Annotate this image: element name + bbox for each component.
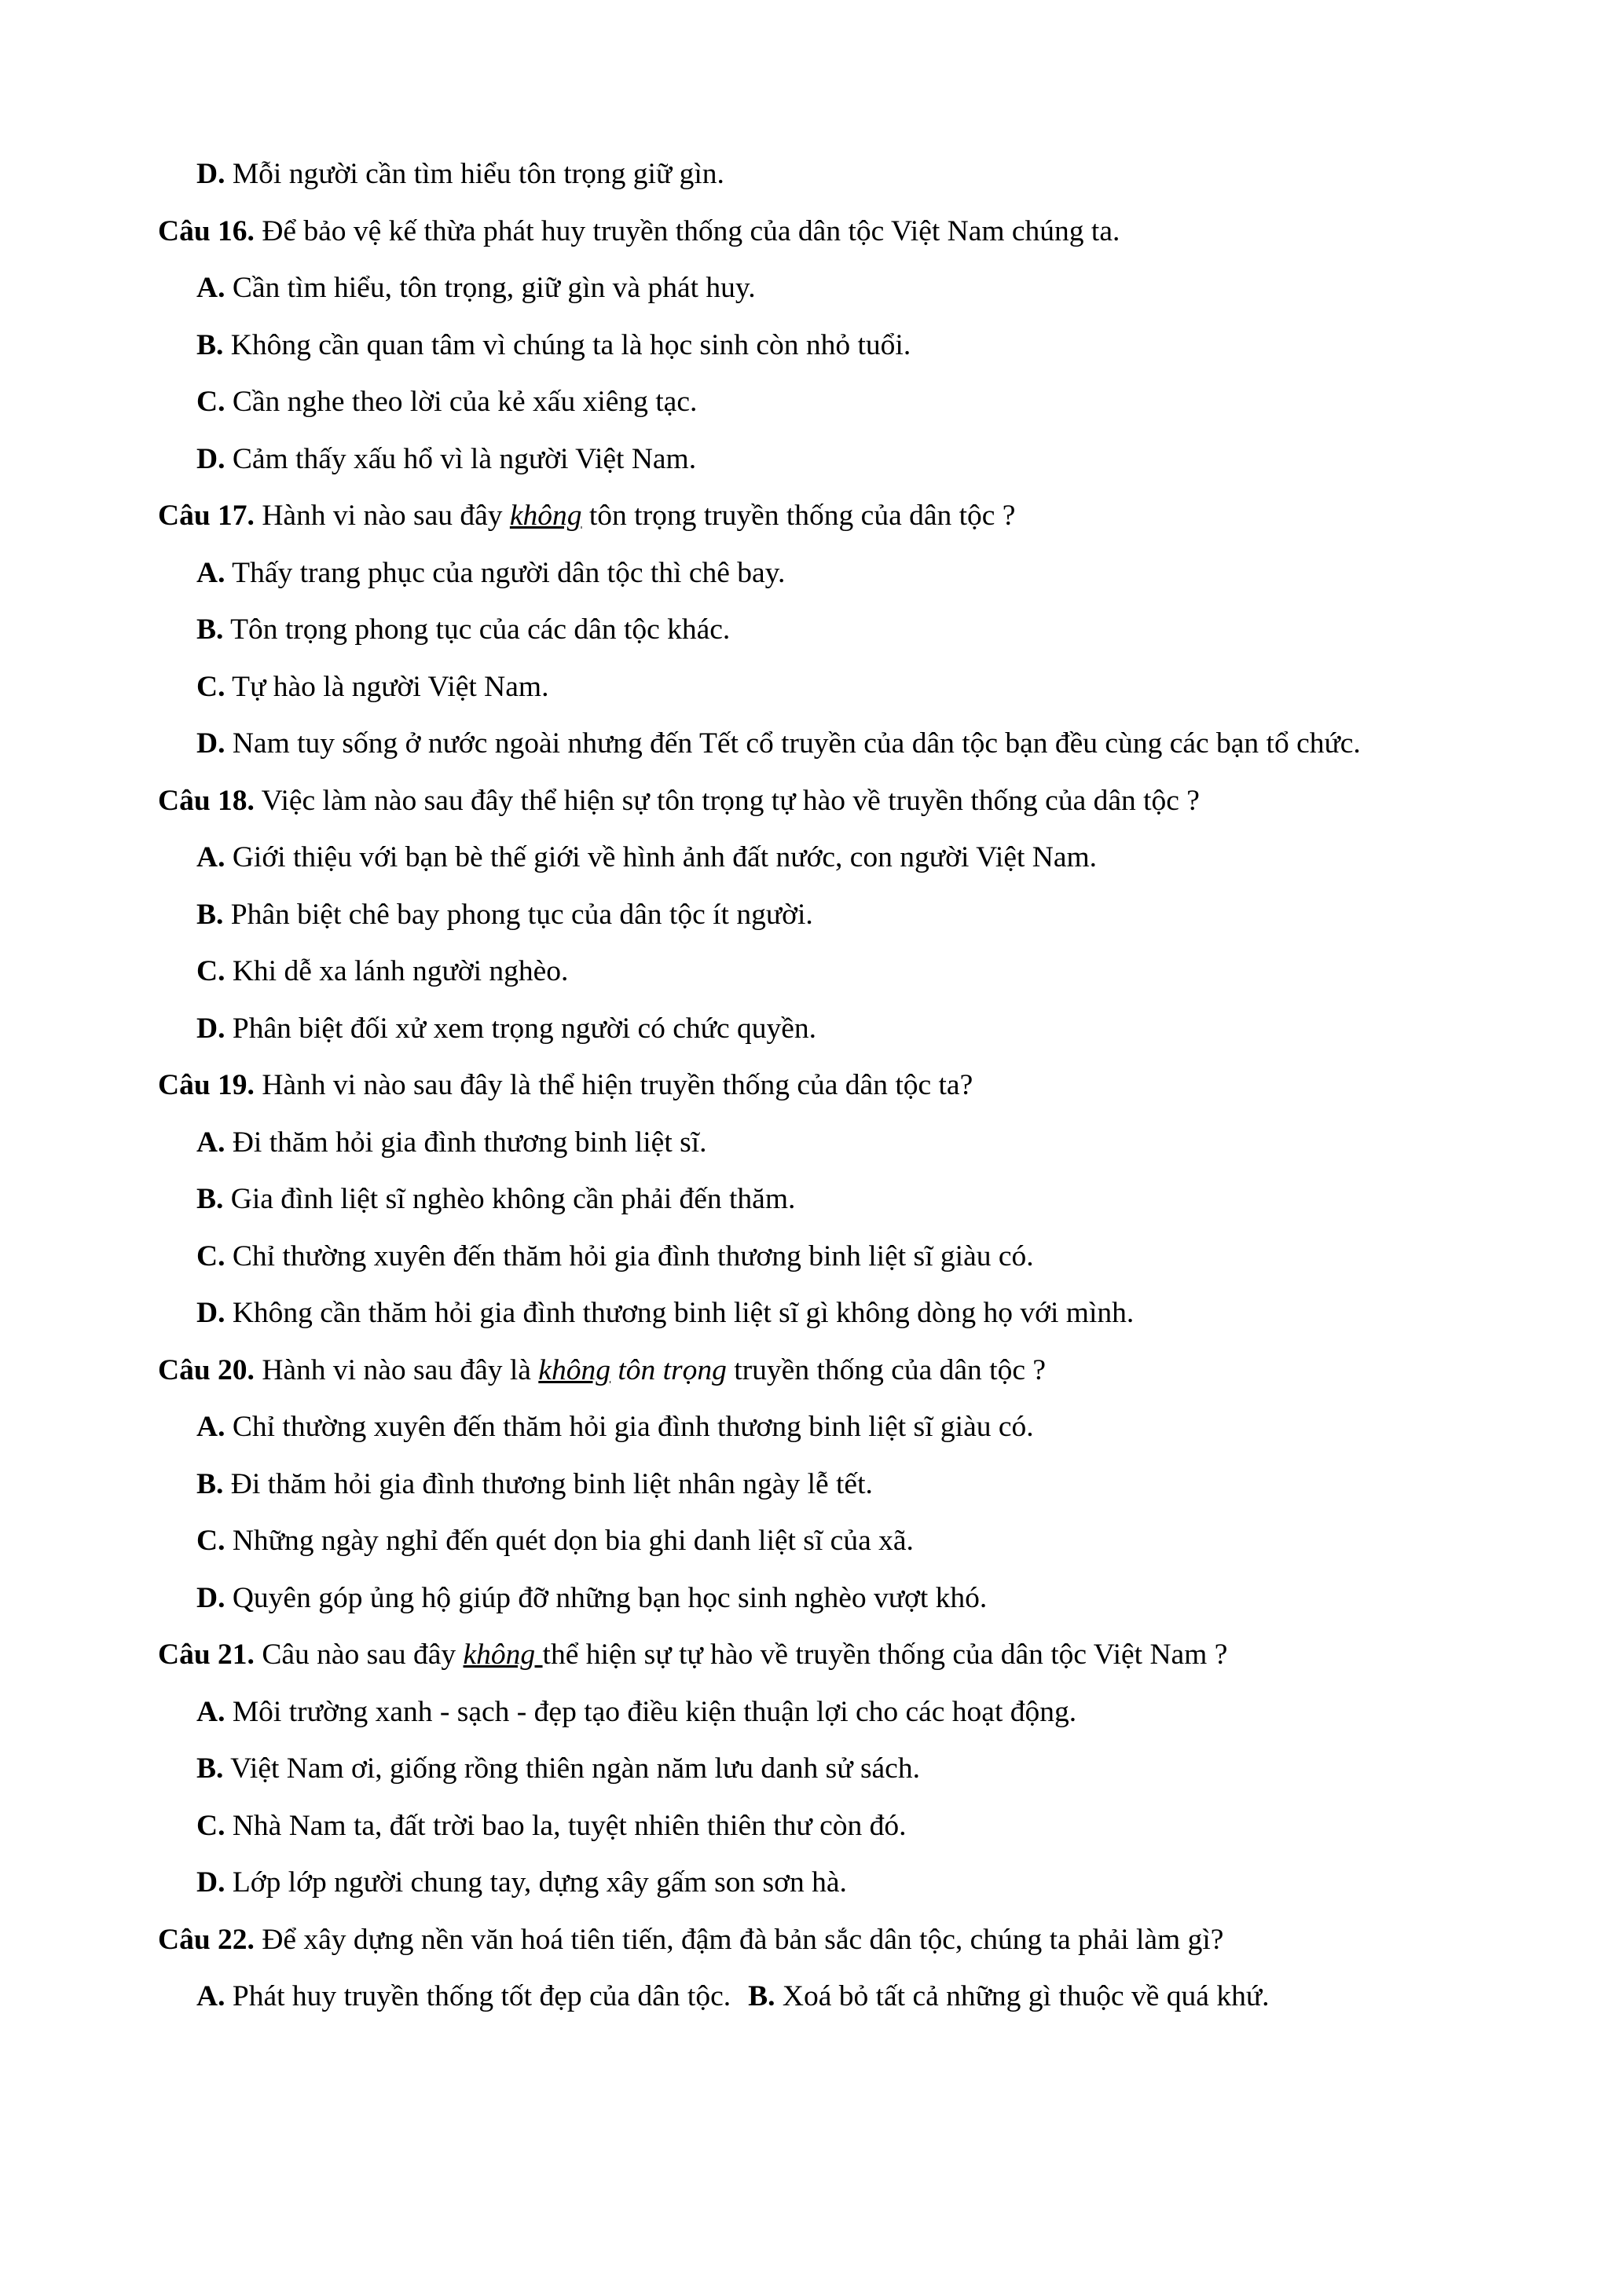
- option-label: D.: [196, 1581, 225, 1614]
- q19-stem: [158, 1057, 1481, 1115]
- option-label: B.: [196, 1467, 224, 1500]
- q22-options-ab: [158, 1968, 1481, 2026]
- question-text: Để bảo vệ kế thừa phát huy truyền thống của dân tộc Việt Nam chúng ta.: [254, 214, 1120, 247]
- q19-option-a: [158, 1115, 1481, 1172]
- option-text: Quyên góp ủng hộ giúp đỡ những bạn học sinh nghèo vượt khó.: [225, 1581, 988, 1614]
- question-text: Việc làm nào sau đây thể hiện sự tôn trọng tự hào về truyền thống của dân tộc ?: [254, 784, 1200, 817]
- option-label: A.: [196, 1126, 225, 1159]
- document-page: [158, 146, 1481, 2026]
- question-label: Câu 20.: [158, 1353, 255, 1386]
- q19-option-b: [158, 1171, 1481, 1229]
- q16-option-d: [158, 431, 1481, 489]
- option-label: D.: [196, 727, 225, 760]
- question-text: Hành vi nào sau đây là thể hiện truyền thống của dân tộc ta?: [254, 1069, 973, 1101]
- option-label: A.: [196, 1695, 225, 1728]
- option-label: B.: [748, 1980, 775, 2012]
- option-label: C.: [196, 1525, 225, 1557]
- option-text: Môi trường xanh - sạch - đẹp tạo điều kiện thuận lợi cho các hoạt động.: [225, 1695, 1077, 1728]
- q18-option-c: [158, 943, 1481, 1001]
- question-text: truyền thống của dân tộc ?: [726, 1353, 1047, 1386]
- option-label: C.: [196, 1240, 225, 1273]
- q16-option-a: [158, 260, 1481, 317]
- option-text: Chỉ thường xuyên đến thăm hỏi gia đình thương binh liệt sĩ giàu có.: [225, 1411, 1034, 1443]
- q17-option-c: [158, 659, 1481, 716]
- q20-option-c: [158, 1513, 1481, 1570]
- q20-option-a: [158, 1399, 1481, 1456]
- q15-option-d: [158, 146, 1481, 203]
- option-label: D.: [196, 442, 225, 475]
- question-label: Câu 22.: [158, 1923, 255, 1956]
- option-text: Xoá bỏ tất cả những gì thuộc về quá khứ.: [775, 1980, 1270, 2012]
- option-text: Cần tìm hiểu, tôn trọng, giữ gìn và phát huy.: [225, 272, 756, 304]
- q17-stem: [158, 488, 1481, 545]
- option-text: Gia đình liệt sĩ nghèo không cần phải đến thăm.: [223, 1183, 796, 1215]
- option-label: D.: [196, 1866, 225, 1899]
- question-label: Câu 16.: [158, 214, 255, 247]
- q18-stem: [158, 773, 1481, 830]
- question-text: Hành vi nào sau đây là: [254, 1353, 539, 1386]
- q22-stem: [158, 1912, 1481, 1969]
- question-label: Câu 19.: [158, 1069, 255, 1101]
- option-text: Phát huy truyền thống tốt đẹp của dân tộc.: [225, 1980, 731, 2012]
- option-label: A.: [196, 1411, 225, 1443]
- q18-option-b: [158, 887, 1481, 944]
- emphasis-text: không: [509, 500, 582, 532]
- option-text: Mỗi người cần tìm hiểu tôn trọng giữ gìn.: [225, 158, 724, 190]
- option-text: Lớp lớp người chung tay, dựng xây gấm son sơn hà.: [225, 1866, 847, 1899]
- q19-option-d: [158, 1285, 1481, 1342]
- option-label: A.: [196, 1980, 225, 2012]
- emphasis-text: không: [463, 1639, 543, 1671]
- option-text: Thấy trang phục của người dân tộc thì chê bay.: [225, 556, 786, 589]
- q18-option-d: [158, 1001, 1481, 1058]
- option-label: A.: [196, 556, 225, 589]
- q19-option-c: [158, 1229, 1481, 1286]
- emphasis-text: không: [538, 1353, 610, 1386]
- option-text: Cần nghe theo lời của kẻ xấu xiêng tạc.: [225, 386, 698, 418]
- q18-option-a: [158, 829, 1481, 887]
- question-label: Câu 17.: [158, 500, 255, 532]
- option-label: C.: [196, 955, 225, 987]
- option-text: Những ngày nghỉ đến quét dọn bia ghi danh liệt sĩ của xã.: [225, 1525, 914, 1557]
- q16-option-b: [158, 317, 1481, 375]
- option-text: Đi thăm hỏi gia đình thương binh liệt sĩ.: [225, 1126, 707, 1159]
- q16-option-c: [158, 374, 1481, 431]
- q21-option-c: [158, 1798, 1481, 1855]
- option-label: C.: [196, 1809, 225, 1842]
- question-text: Câu nào sau đây: [254, 1639, 464, 1671]
- option-label: B.: [196, 613, 224, 646]
- q20-option-b: [158, 1456, 1481, 1514]
- question-text: Hành vi nào sau đây: [254, 500, 510, 532]
- option-label: B.: [196, 328, 224, 361]
- q20-option-d: [158, 1570, 1481, 1628]
- option-text: Khi dễ xa lánh người nghèo.: [225, 955, 569, 987]
- question-text: thể hiện sự tự hào về truyền thống của dân tộc Việt Nam ?: [542, 1639, 1228, 1671]
- option-label: A.: [196, 841, 225, 873]
- option-label: D.: [196, 1297, 225, 1329]
- option-label: B.: [196, 1752, 224, 1785]
- q17-option-b: [158, 602, 1481, 659]
- option-text: Chỉ thường xuyên đến thăm hỏi gia đình thương binh liệt sĩ giàu có.: [225, 1240, 1034, 1273]
- option-label: D.: [196, 158, 225, 190]
- option-text: Giới thiệu với bạn bè thế giới về hình ảnh đất nước, con người Việt Nam.: [225, 841, 1098, 873]
- option-text: Cảm thấy xấu hổ vì là người Việt Nam.: [225, 442, 697, 475]
- question-label: Câu 18.: [158, 784, 255, 817]
- option-label: C.: [196, 670, 225, 703]
- option-text: Phân biệt đối xử xem trọng người có chức quyền.: [225, 1012, 817, 1045]
- q21-option-a: [158, 1684, 1481, 1741]
- q21-option-d: [158, 1855, 1481, 1912]
- q16-stem: [158, 203, 1481, 261]
- question-text: Để xây dựng nền văn hoá tiên tiến, đậm đà bản sắc dân tộc, chúng ta phải làm gì?: [254, 1923, 1224, 1956]
- option-label: A.: [196, 272, 225, 304]
- q21-option-b: [158, 1741, 1481, 1798]
- option-label: C.: [196, 386, 225, 418]
- option-text: Tự hào là người Việt Nam.: [225, 670, 549, 703]
- question-text: tôn trọng truyền thống của dân tộc ?: [581, 500, 1016, 532]
- option-text: Việt Nam ơi, giống rồng thiên ngàn năm lưu danh sử sách.: [223, 1752, 920, 1785]
- q17-option-d: [158, 716, 1481, 773]
- option-text: Phân biệt chê bay phong tục của dân tộc ít người.: [223, 898, 813, 931]
- option-text: Không cần thăm hỏi gia đình thương binh liệt sĩ gì không dòng họ với mình.: [225, 1297, 1135, 1329]
- italic-text: tôn trọng: [610, 1353, 727, 1386]
- option-text: Đi thăm hỏi gia đình thương binh liệt nhân ngày lễ tết.: [223, 1467, 873, 1500]
- option-text: Tôn trọng phong tục của các dân tộc khác.: [223, 613, 731, 646]
- option-text: Không cần quan tâm vì chúng ta là học sinh còn nhỏ tuổi.: [223, 328, 911, 361]
- q20-stem: [158, 1342, 1481, 1400]
- option-text: Nhà Nam ta, đất trời bao la, tuyệt nhiên thiên thư còn đó.: [225, 1809, 907, 1842]
- question-label: Câu 21.: [158, 1639, 255, 1671]
- option-label: D.: [196, 1012, 225, 1045]
- option-text: Nam tuy sống ở nước ngoài nhưng đến Tết cổ truyền của dân tộc bạn đều cùng các bạn tổ chức.: [225, 727, 1361, 760]
- q21-stem: [158, 1627, 1481, 1684]
- option-label: B.: [196, 1183, 224, 1215]
- q17-option-a: [158, 545, 1481, 602]
- option-label: B.: [196, 898, 224, 931]
